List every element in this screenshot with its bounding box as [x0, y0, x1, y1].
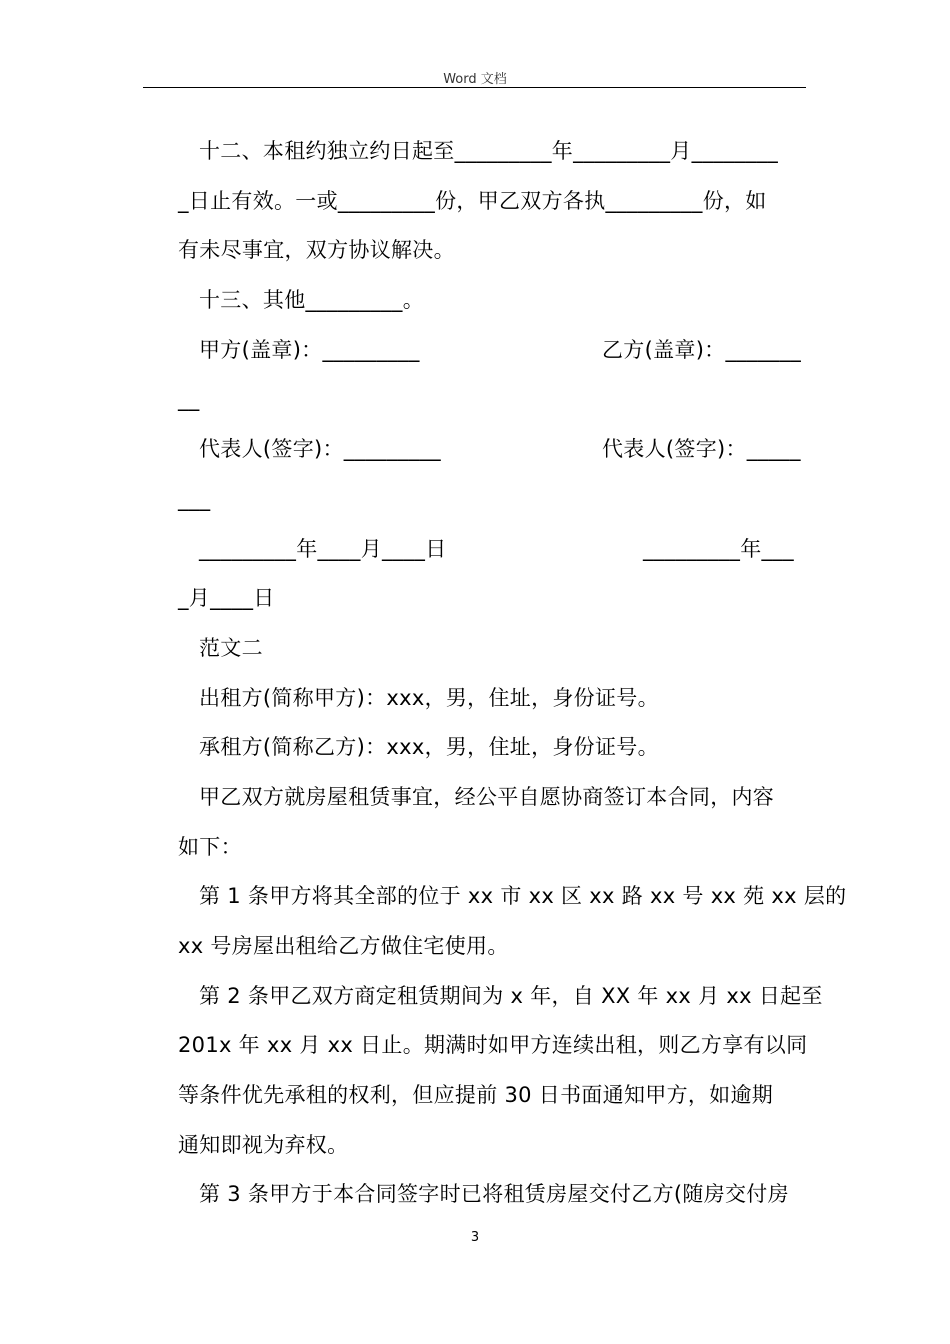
party-a-representative: 代表人(签字)：_________ — [199, 437, 441, 462]
page-number: 3 — [470, 1230, 480, 1245]
party-a-date: _________年____月____日 — [199, 536, 447, 561]
text-line: 如下： — [178, 834, 242, 859]
section-heading: 范文二 — [199, 635, 263, 660]
text-line: 十三、其他_________。 — [199, 288, 424, 313]
text-line: 第 3 条甲方于本合同签字时已将租赁房屋交付乙方(随房交付房 — [199, 1182, 789, 1207]
text-line: 承租方(简称乙方)：xxx，男，住址，身份证号。 — [199, 735, 659, 760]
header-title: Word 文档 — [443, 72, 507, 87]
signature-row-representative — [178, 425, 803, 475]
text-line: 201x 年 xx 月 xx 日止。期满时如甲方连续出租，则乙方享有以同 — [178, 1033, 808, 1058]
header-rule — [143, 87, 806, 88]
text-line: 甲乙双方就房屋租赁事宜，经公平自愿协商签订本合同，内容 — [199, 784, 775, 809]
document-body — [178, 127, 847, 1220]
text-line: 第 1 条甲方将其全部的位于 xx 市 xx 区 xx 路 xx 号 xx 苑 xx 层的 — [199, 884, 847, 909]
party-a-seal: 甲方(盖章)：_________ — [199, 337, 420, 362]
text-line: _日止有效。一或_________份，甲乙双方各执_________份，如 — [178, 188, 767, 213]
text-line: ___ — [178, 486, 211, 511]
signature-row-date — [178, 525, 803, 575]
text-line: 有未尽事宜，双方协议解决。 — [178, 238, 455, 263]
signature-row-seal — [178, 326, 803, 376]
party-b-date: _________年___ — [643, 536, 794, 561]
text-line: 第 2 条甲乙双方商定租赁期间为 x 年，自 XX 年 xx 月 xx 日起至 — [199, 983, 823, 1008]
text-line: __ — [178, 387, 200, 412]
text-line: xx 号房屋出租给乙方做住宅使用。 — [178, 934, 509, 958]
text-line: 通知即视为弃权。 — [178, 1132, 349, 1157]
party-b-seal: 乙方(盖章)：_______ — [602, 337, 802, 362]
text-line: 出租方(简称甲方)：xxx，男，住址，身份证号。 — [199, 685, 659, 710]
text-line: 等条件优先承租的权利，但应提前 30 日书面通知甲方，如逾期 — [178, 1083, 774, 1108]
text-line: 十二、本租约独立约日起至_________年_________月________ — [199, 139, 778, 163]
party-b-representative: 代表人(签字)：_____ — [602, 437, 801, 462]
text-line: _月____日 — [178, 586, 275, 611]
